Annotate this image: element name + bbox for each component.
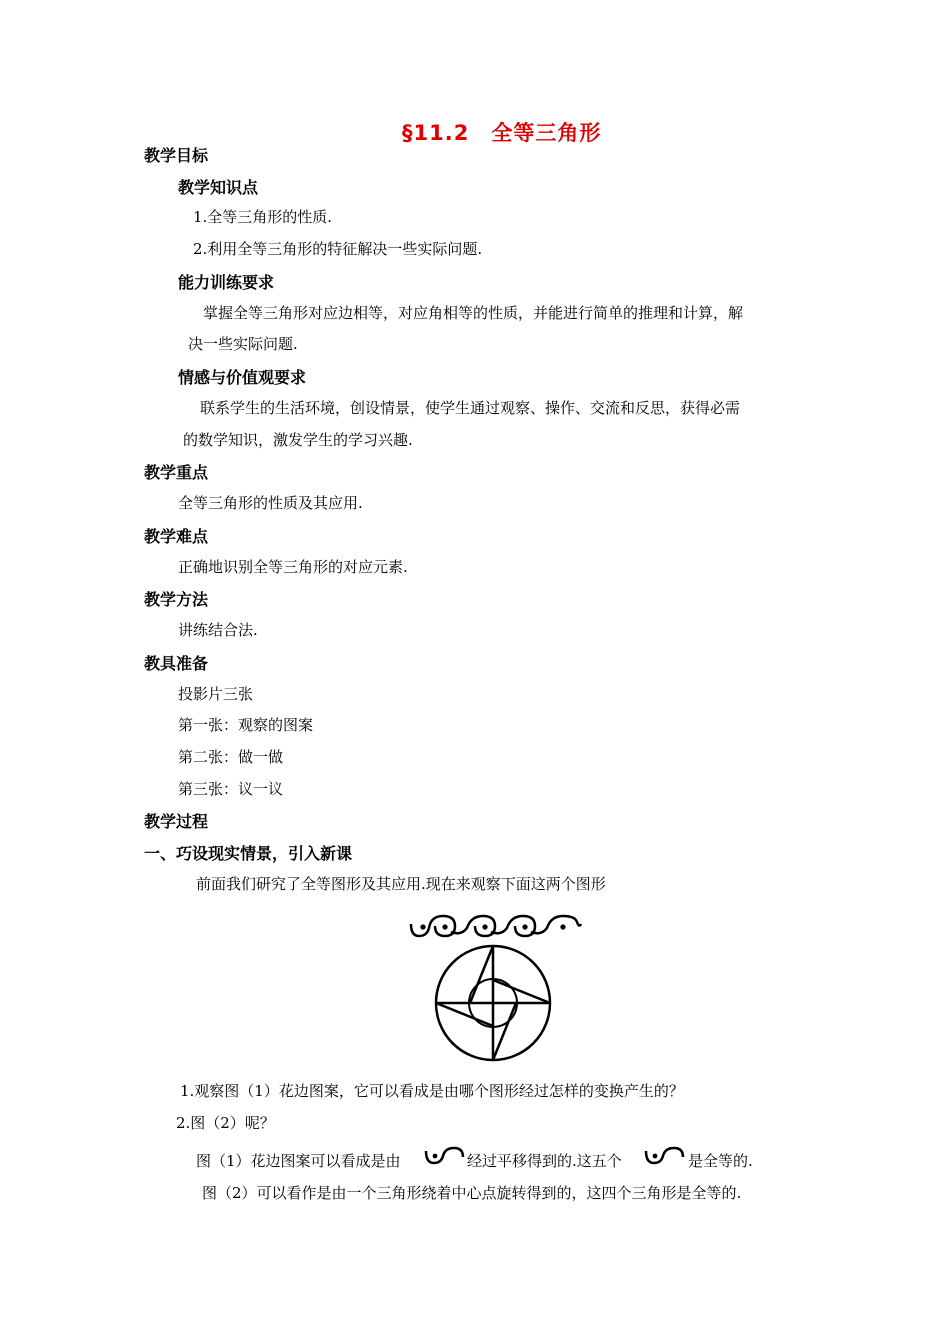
heading-knowledge: 教学知识点: [178, 178, 259, 197]
tools-item-3: 第二张：做一做: [178, 748, 284, 766]
answer-1-part3: 是全等的.: [688, 1152, 753, 1170]
emotion-line-2: 的数学知识，激发学生的学习兴趣.: [183, 431, 413, 449]
heading-ability: 能力训练要求: [178, 273, 275, 292]
difficulty-text: 正确地识别全等三角形的对应元素.: [178, 558, 408, 576]
heading-key-point: 教学重点: [144, 463, 209, 482]
ability-line-1: 掌握全等三角形对应边相等，对应角相等的性质，并能进行简单的推理和计算，解: [203, 304, 744, 322]
wave-unit-icon: [643, 1145, 685, 1169]
tools-item-1: 投影片三张: [178, 685, 254, 703]
part1-intro: 前面我们研究了全等图形及其应用.现在来观察下面这两个图形: [196, 875, 606, 893]
knowledge-item-1: 1.全等三角形的性质.: [193, 208, 333, 226]
tools-item-4: 第三张：议一议: [178, 780, 284, 798]
question-2: 2.图（2）呢？: [176, 1114, 275, 1132]
method-text: 讲练结合法.: [178, 621, 258, 639]
heading-method: 教学方法: [144, 590, 209, 609]
heading-emotion: 情感与价值观要求: [178, 368, 307, 387]
answer-1-part1: 图（1）花边图案可以看成是由: [196, 1152, 401, 1170]
heading-process: 教学过程: [144, 812, 209, 831]
border-pattern-figure: [405, 910, 585, 946]
key-point-text: 全等三角形的性质及其应用.: [178, 494, 363, 512]
page-title: §11.2 全等三角形: [402, 121, 602, 145]
answer-1-part2: 经过平移得到的.这五个: [467, 1152, 622, 1170]
emotion-line-1: 联系学生的生活环境，创设情景，使学生通过观察、操作、交流和反思，获得必需: [200, 399, 741, 417]
heading-part1: 一、巧设现实情景，引入新课: [144, 844, 353, 863]
rotated-triangles-figure: [433, 943, 553, 1063]
question-1: 1.观察图（1）花边图案，它可以看成是由哪个图形经过怎样的变换产生的？: [180, 1082, 684, 1100]
knowledge-item-2: 2.利用全等三角形的特征解决一些实际问题.: [193, 240, 483, 258]
wave-unit-icon: [423, 1145, 465, 1169]
ability-line-2: 决一些实际问题.: [188, 335, 298, 353]
heading-difficulty: 教学难点: [144, 527, 209, 546]
tools-item-2: 第一张：观察的图案: [178, 716, 314, 734]
heading-tools: 教具准备: [144, 654, 209, 673]
answer-2: 图（2）可以看作是由一个三角形绕着中心点旋转得到的，这四个三角形是全等的.: [202, 1184, 742, 1202]
heading-objectives: 教学目标: [144, 146, 209, 165]
